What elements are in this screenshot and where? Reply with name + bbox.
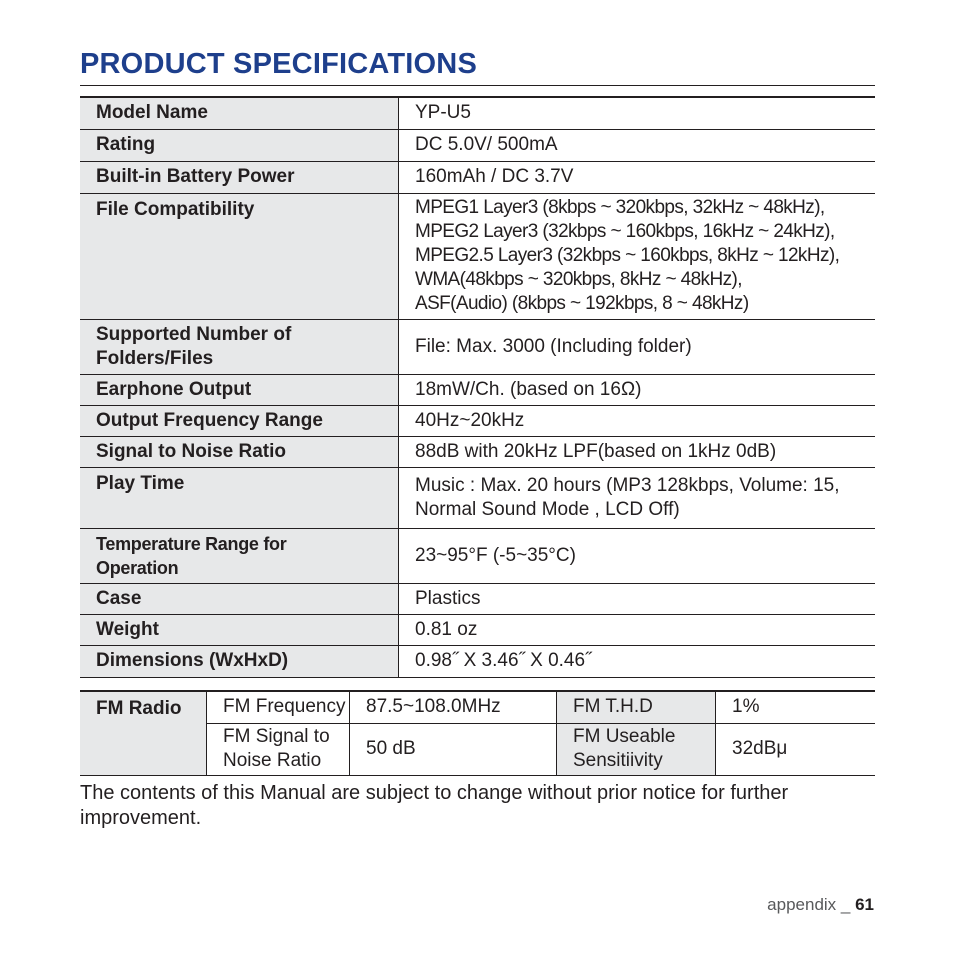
spec-value-case: Plastics	[399, 583, 876, 614]
compat-line: ASF(Audio) (8kbps ~ 192kbps, 8 ~ 48kHz)	[415, 293, 749, 314]
compat-line: MPEG1 Layer3 (8kbps ~ 320kbps, 32kHz ~ 48kHz),	[415, 197, 825, 218]
compat-line: MPEG2.5 Layer3 (32kbps ~ 160kbps, 8kHz ~ 12kHz),	[415, 245, 840, 266]
fm-snr-label	[207, 723, 350, 775]
spec-value-model-name: YP-U5	[399, 97, 876, 129]
table-row	[80, 467, 875, 528]
spec-value-folders-files: File: Max. 3000 (Including folder)	[399, 319, 876, 374]
compat-line: WMA(48kbps ~ 320kbps, 8kHz ~ 48kHz),	[415, 269, 742, 290]
note-line: improvement.	[80, 807, 202, 829]
table-row	[80, 645, 875, 677]
spec-label-dimensions: Dimensions (WxHxD)	[80, 645, 399, 677]
spec-value-snr: 88dB with 20kHz LPF(based on 1kHz 0dB)	[399, 436, 876, 467]
spec-value-play-time	[399, 467, 876, 528]
spec-value-weight: 0.81 oz	[399, 614, 876, 645]
disclaimer-note	[80, 781, 880, 831]
label-line: Supported Number of	[96, 323, 292, 345]
spec-label-temperature	[80, 528, 399, 583]
table-row	[80, 161, 875, 193]
page-title: PRODUCT SPECIFICATIONS	[80, 48, 477, 80]
table-row	[80, 614, 875, 645]
table-row	[80, 405, 875, 436]
title-rule	[80, 85, 875, 86]
spec-value-file-compatibility	[399, 193, 876, 319]
spec-label-file-compatibility: File Compatibility	[80, 193, 399, 319]
spec-value-earphone-output: 18mW/Ch. (based on 16Ω)	[399, 374, 876, 405]
fm-thd-label: FM T.H.D	[557, 691, 716, 723]
spec-label-weight: Weight	[80, 614, 399, 645]
note-line: The contents of this Manual are subject to change without prior notice for further	[80, 782, 789, 804]
fm-sensitivity-label	[557, 723, 716, 775]
spec-value-output-frequency: 40Hz~20kHz	[399, 405, 876, 436]
label-line: FM Useable	[573, 726, 676, 747]
fm-snr-value: 50 dB	[350, 723, 557, 775]
fm-frequency-label: FM Frequency	[207, 691, 350, 723]
table-row	[80, 319, 875, 374]
table-row	[80, 97, 875, 129]
spec-value-dimensions: 0.98˝ X 3.46˝ X 0.46˝	[399, 645, 876, 677]
spec-value-battery: 160mAh / DC 3.7V	[399, 161, 876, 193]
table-row	[80, 193, 875, 319]
fm-radio-label: FM Radio	[80, 691, 207, 775]
spec-label-play-time: Play Time	[80, 467, 399, 528]
table-row	[80, 583, 875, 614]
page-number: 61	[855, 895, 874, 914]
spec-table	[80, 96, 875, 678]
spec-label-battery: Built-in Battery Power	[80, 161, 399, 193]
table-row	[80, 374, 875, 405]
spec-label-output-frequency: Output Frequency Range	[80, 405, 399, 436]
spec-value-temperature: 23~95°F (-5~35°C)	[399, 528, 876, 583]
spec-value-rating: DC 5.0V/ 500mA	[399, 129, 876, 161]
fm-sensitivity-value: 32dBμ	[716, 723, 876, 775]
page-footer	[767, 895, 874, 915]
label-line: Noise Ratio	[223, 750, 322, 771]
spec-label-rating: Rating	[80, 129, 399, 161]
table-row	[80, 691, 875, 723]
label-line: FM Signal to	[223, 726, 330, 747]
table-row	[80, 436, 875, 467]
label-line: Folders/Files	[96, 347, 214, 369]
spec-label-earphone-output: Earphone Output	[80, 374, 399, 405]
spec-label-model-name: Model Name	[80, 97, 399, 129]
spec-label-snr: Signal to Noise Ratio	[80, 436, 399, 467]
fm-thd-value: 1%	[716, 691, 876, 723]
compat-line: MPEG2 Layer3 (32kbps ~ 160kbps, 16kHz ~ 24kHz),	[415, 221, 835, 242]
label-line: Operation	[96, 557, 179, 578]
label-line: Temperature Range for	[96, 533, 287, 554]
value-line: Normal Sound Mode , LCD Off)	[415, 498, 680, 520]
fm-radio-table	[80, 690, 875, 776]
table-row	[80, 129, 875, 161]
label-line: Sensitiivity	[573, 750, 663, 771]
value-line: Music : Max. 20 hours (MP3 128kbps, Volume: 15,	[415, 474, 840, 496]
spec-label-case: Case	[80, 583, 399, 614]
table-row	[80, 528, 875, 583]
footer-section: appendix _	[767, 895, 856, 914]
fm-frequency-value: 87.5~108.0MHz	[350, 691, 557, 723]
spec-label-folders-files	[80, 319, 399, 374]
